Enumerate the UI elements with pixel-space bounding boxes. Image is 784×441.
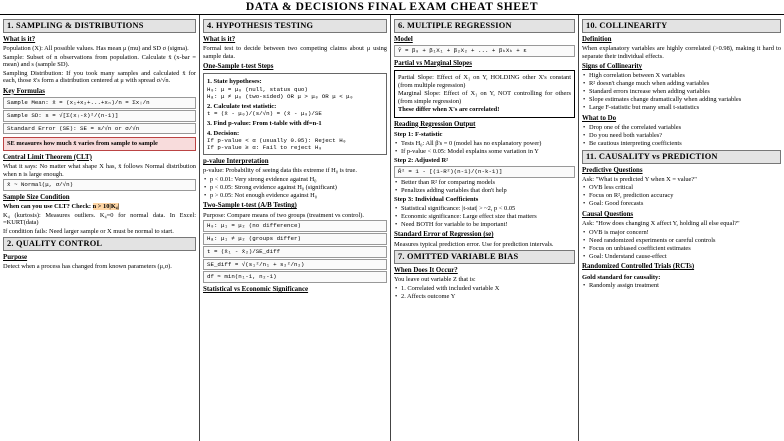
section-header-hypothesis: 4. HYPOTHESIS TESTING (203, 19, 387, 33)
heading-what-to-do: What to Do (582, 115, 617, 123)
column-2 (200, 15, 391, 441)
decision-reject: If p-value < α (usually 0.05): Reject H₀ (207, 137, 347, 145)
condition-fails-text: If condition fails: Need larger sample or X must be normal to start. (3, 227, 174, 235)
list-item: • Large F-statistic but many small t-statistics (582, 104, 781, 112)
heading-two-sample: Two-Sample t-test (A/B Testing) (203, 202, 297, 210)
heading-when-occur: When Does It Occur? (394, 267, 458, 275)
list-item: • 2. Affects outcome Y (394, 293, 575, 301)
section-header-collinearity: 10. COLLINEARITY (582, 19, 781, 33)
predictive-ask: Ask: "What is predicted Y when X = value?" (582, 175, 697, 183)
decision-fail: If p-value ≥ α: Fail to reject H₀ (207, 144, 322, 152)
heading-model: Model (394, 35, 413, 43)
sampling-dist-text: Sampling Distribution: If you took many samples and calculated x̄ for each, those x̄'s form a distribution centered at μ with spread σ/√n. (3, 69, 196, 85)
sample-text: Sample: Subset of n observations from population. Calculate x̄ (x-bar = mean) and s (sample SD). (3, 53, 196, 69)
heading-pvalue: p-value Interpretation (203, 158, 269, 166)
regression-model: Ŷ = β₀ + β₁X₁ + β₂X₂ + ... + βₖXₖ + ε (394, 45, 575, 57)
se-callout: SE measures how much x̄ varies from sample to sample (3, 137, 196, 151)
formula-sample-sd: Sample SD: s = √[Σ(xᵢ-x̄)²/(n-1)] (3, 110, 196, 122)
step-3-coefficients: Step 3: Individual Coefficients (394, 196, 479, 204)
heading-reading-output: Reading Regression Output (394, 120, 476, 128)
list-item: • R² doesn't change much when adding variables (582, 80, 781, 88)
pvalue-list (203, 176, 387, 200)
section-header-sampling: 1. SAMPLING & DISTRIBUTIONS (3, 19, 196, 33)
step-1-label: 1. State hypotheses: (207, 78, 262, 86)
list-item: • Randomly assign treatment (582, 282, 781, 290)
two-sample-df: df ≈ min(n₁-1, n₂-1) (203, 271, 387, 283)
clt-text: What it says: No matter what shape X has, x̄ follows Normal distribution when n is large enough. (3, 163, 196, 178)
two-sample-h0: H₀: μ₁ = μ₂ (no difference) (203, 220, 387, 232)
column-4 (579, 15, 784, 441)
coefficients-list (394, 205, 575, 229)
ssc-line (3, 203, 196, 211)
population-text: Population (X): All possible values. Has mean μ (mu) and SD σ (sigma). (3, 45, 189, 53)
list-item: • Focus on unbiased coefficient estimates (582, 245, 781, 253)
heading-what-is-it: What is it? (3, 35, 36, 43)
list-item: • Goal: Good forecasts (582, 200, 781, 208)
section-header-causality: 11. CAUSALITY vs PREDICTION (582, 150, 781, 164)
heading-ttest-steps: One-Sample t-test Steps (203, 63, 274, 71)
section-header-quality: 2. QUALITY CONTROL (3, 237, 196, 251)
heading-causal: Causal Questions (582, 211, 634, 219)
list-item: • High correlation between X variables (582, 72, 781, 80)
clt-formula: x̄ ~ Normal(μ, σ/√n) (3, 179, 196, 191)
heading-se-regression: Standard Error of Regression (se) (394, 231, 494, 239)
formula-sample-mean: Sample Mean: x̄ = (x₁+x₂+...+xₙ)/n = Σxᵢ/n (3, 97, 196, 109)
gold-standard: Gold standard for causality: (582, 273, 661, 281)
formula-standard-error: Standard Error (SE): SE = s/√n or σ/√n (3, 123, 196, 135)
kurtosis-text: K₄ (kurtosis): Measures outliers. K₄=0 for normal data. In Excel: =KURT(data) (3, 211, 196, 227)
two-sample-t: t = (x̄₁ - x̄₂)/SE_diff (203, 246, 387, 258)
list-item: • Penalizes adding variables that don't help (394, 187, 575, 195)
list-item: • OVB is major concern! (582, 229, 781, 237)
se-regression-text: Measures typical prediction error. Use for prediction intervals. (394, 240, 554, 248)
list-item: • Statistical significance: |t-stat| > ~2, p < 0.05 (394, 205, 575, 213)
heading-significance: Statistical vs Economic Significance (203, 286, 309, 294)
differ-note: These differ when X's are correlated! (398, 106, 500, 114)
column-1 (0, 15, 200, 441)
ttest-steps-box (203, 73, 387, 155)
purpose-text: Detect when a process has changed from known parameters (μ,σ). (3, 263, 172, 271)
heading-key-formulas: Key Formulas (3, 87, 45, 95)
ssc-check: n > 10|K₄| (92, 203, 120, 211)
step-2-adj-r2: Step 2: Adjusted R² (394, 157, 449, 165)
adj-r2-list (394, 179, 575, 195)
heading-rct: Randomized Controlled Trials (RCTs) (582, 263, 695, 271)
step-3-label: 3. Find p-value: From t-table with df=n-1 (207, 120, 322, 128)
section-header-regression: 6. MULTIPLE REGRESSION (394, 19, 575, 33)
list-item: • Drop one of the correlated variables (582, 124, 781, 132)
section-header-ovb: 7. OMITTED VARIABLE BIAS (394, 250, 575, 264)
predictive-list (582, 184, 781, 208)
heading-clt: Central Limit Theorem (CLT) (3, 153, 92, 161)
ssc-question: When can you use CLT? Check: (3, 203, 92, 211)
todo-list (582, 124, 781, 148)
adj-r2-formula: R̄² = 1 - [(1-R²)(n-1)/(n-k-1)] (394, 166, 575, 178)
partial-marginal-box (394, 70, 575, 118)
causal-list (582, 229, 781, 261)
list-item: • Be cautious interpreting coefficients (582, 140, 781, 148)
list-item: • p < 0.05: Strong evidence against H₀ (significant) (203, 184, 387, 192)
list-item: • Standard errors increase when adding variables (582, 88, 781, 96)
rct-list (582, 282, 781, 290)
heading-predictive: Predictive Questions (582, 166, 643, 174)
list-item: • Tests H₀: All β's = 0 (model has no explanatory power) (394, 140, 575, 148)
column-3 (391, 15, 579, 441)
heading-sample-size: Sample Size Condition (3, 193, 70, 201)
pvalue-def: p-value: Probability of seeing data this extreme if H₀ is true. (203, 167, 357, 175)
list-item: • Need BOTH for variable to be important! (394, 221, 575, 229)
hypothesis-what-text: Formal test to decide between two competing claims about μ using sample data. (203, 45, 387, 60)
list-item: • Economic significance: Large effect size that matters (394, 213, 575, 221)
partial-slope-text: Partial Slope: Effect of X₁ on Y, HOLDING other X's constant (from multiple regression) (398, 74, 571, 89)
step-1-f: Step 1: F-statistic (394, 130, 443, 138)
causal-ask: Ask: "How does changing X affect Y, holding all else equal?" (582, 220, 740, 228)
heading-purpose: Purpose (3, 254, 28, 262)
definition-text: When explanatory variables are highly correlated (>0.98), making it hard to separate their individual effects. (582, 45, 781, 60)
list-item: • 1. Correlated with included variable X (394, 285, 575, 293)
marginal-slope-text: Marginal Slope: Effect of X₁ on Y, NOT controlling for others (from simple regression) (398, 90, 571, 105)
two-sample-ha: Hₐ: μ₁ ≠ μ₂ (groups differ) (203, 233, 387, 245)
heading-signs: Signs of Collinearity (582, 63, 643, 71)
two-sample-se: SE_diff = √(s₁²/n₁ + s₂²/n₂) (203, 259, 387, 271)
list-item: • Need randomized experiments or careful controls (582, 237, 781, 245)
heading-partial-marginal: Partial vs Marginal Slopes (394, 59, 472, 67)
heading-what-is-it-2: What is it? (203, 35, 236, 43)
list-item: • p < 0.01: Very strong evidence against H₀ (203, 176, 387, 184)
step-4-label: 4. Decision: (207, 129, 240, 137)
f-stat-list (394, 140, 575, 156)
null-hypothesis: H₀: μ = μ₀ (null, status quo) (207, 85, 308, 93)
list-item: • Slope estimates change dramatically when adding variables (582, 96, 781, 104)
list-item: • OVB less critical (582, 184, 781, 192)
alt-hypothesis: Hₐ: μ ≠ μ₀ (two-sided) OR μ > μ₀ OR μ < μ₀ (207, 92, 354, 100)
t-statistic-formula: t = (x̄ - μ₀)/(s/√n) = (x̄ - μ₀)/SE (207, 110, 322, 118)
list-item: • If p-value < 0.05: Model explains some variation in Y (394, 148, 575, 156)
two-sample-purpose: Purpose: Compare means of two groups (treatment vs control). (203, 211, 364, 219)
list-item: • Better than R² for comparing models (394, 179, 575, 187)
ovb-conditions (394, 285, 575, 301)
heading-definition: Definition (582, 35, 612, 43)
list-item: • Goal: Understand cause-effect (582, 253, 781, 261)
list-item: • Focus on R², prediction accuracy (582, 192, 781, 200)
signs-list (582, 72, 781, 112)
list-item: • p > 0.05: Not enough evidence against H₀ (203, 192, 387, 200)
list-item: • Do you need both variables? (582, 132, 781, 140)
when-text: You leave out variable Z that is: (394, 276, 476, 284)
page-title: DATA & DECISIONS FINAL EXAM CHEAT SHEET (0, 0, 784, 15)
step-2-label: 2. Calculate test statistic: (207, 102, 277, 110)
